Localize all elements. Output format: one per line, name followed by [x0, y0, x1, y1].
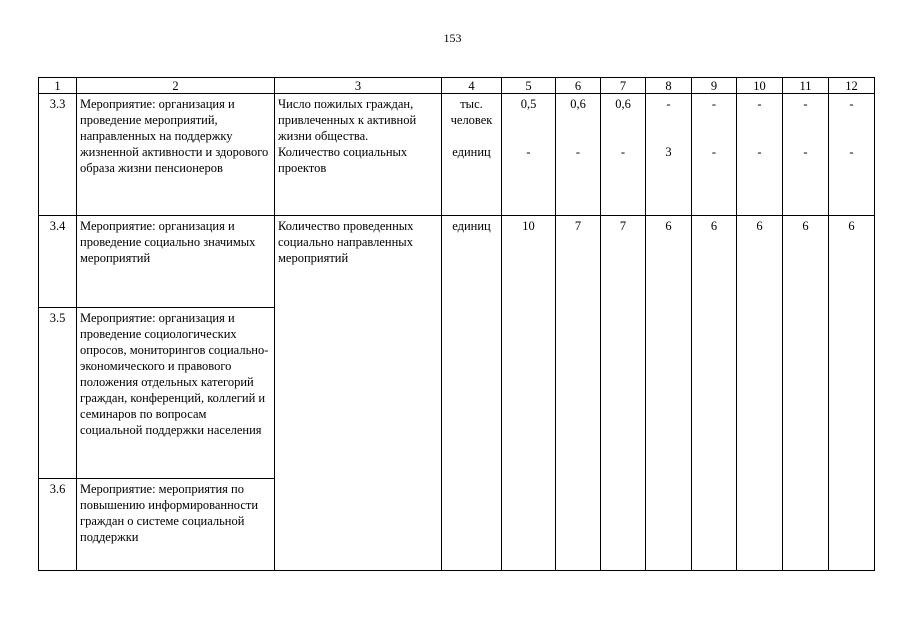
value-cell: 6	[646, 216, 692, 571]
value-cell: 7	[601, 216, 646, 571]
value: -	[620, 145, 626, 159]
header-cell: 9	[692, 78, 737, 94]
activity-cell: Мероприятие: мероприятия по повышению информированности граждан о системе социальной поддержки	[77, 479, 275, 571]
indicator-name: Количество социальных проектов	[278, 145, 408, 175]
header-cell: 5	[502, 78, 556, 94]
value-cell: 7	[556, 216, 601, 571]
value: 0,5	[520, 97, 537, 111]
value: -	[575, 145, 581, 159]
value-cell	[829, 94, 875, 216]
header-row	[39, 78, 875, 94]
table-row	[39, 216, 875, 308]
value-cell: 6	[829, 216, 875, 571]
activity-cell: Мероприятие: организация и проведение социально значимых мероприятий	[77, 216, 275, 308]
value-cell: 10	[502, 216, 556, 571]
header-cell: 2	[77, 78, 275, 94]
value-cell	[646, 94, 692, 216]
value-cell	[737, 94, 783, 216]
header-cell: 8	[646, 78, 692, 94]
header-cell: 7	[601, 78, 646, 94]
unit-cell	[442, 94, 502, 216]
indicator-cell: Количество проведенных социально направленных мероприятий	[275, 216, 442, 571]
value: 0,6	[570, 97, 586, 111]
header-cell: 3	[275, 78, 442, 94]
value: -	[849, 97, 854, 111]
indicator-name: Число пожилых граждан, привлеченных к активной жизни общества.	[278, 97, 417, 143]
value-cell: 6	[737, 216, 783, 571]
row-number: 3.6	[39, 479, 77, 571]
value: -	[803, 97, 808, 111]
value: -	[711, 97, 717, 111]
value: -	[757, 145, 762, 159]
value: -	[803, 145, 808, 159]
header-cell: 12	[829, 78, 875, 94]
header-cell: 6	[556, 78, 601, 94]
value: -	[526, 145, 531, 159]
value-cell	[556, 94, 601, 216]
header-cell: 11	[783, 78, 829, 94]
value: -	[711, 145, 717, 159]
unit-cell: единиц	[442, 216, 502, 571]
value-cell: 6	[783, 216, 829, 571]
value-cell	[502, 94, 556, 216]
value: -	[849, 145, 854, 159]
value: -	[757, 97, 762, 111]
unit-label: единиц	[452, 145, 491, 159]
value-cell	[692, 94, 737, 216]
header-cell: 4	[442, 78, 502, 94]
header-cell: 10	[737, 78, 783, 94]
value: -	[666, 97, 671, 111]
header-cell: 1	[39, 78, 77, 94]
indicator-cell	[275, 94, 442, 216]
page-number: 153	[443, 31, 462, 45]
row-number: 3.5	[39, 308, 77, 479]
indicators-table	[38, 77, 875, 571]
unit-label: тыс. человек	[450, 97, 493, 127]
activity-cell: Мероприятие: организация и проведение мероприятий, направленных на поддержку жизненной активности и здорового образа жизни пенсионеров	[77, 94, 275, 216]
table-row	[39, 94, 875, 216]
value-cell: 6	[692, 216, 737, 571]
row-number: 3.4	[39, 216, 77, 308]
value-cell	[601, 94, 646, 216]
row-number: 3.3	[39, 94, 77, 216]
value: 3	[665, 145, 672, 159]
value: 0,6	[615, 97, 631, 111]
value-cell	[783, 94, 829, 216]
activity-cell: Мероприятие: организация и проведение социологических опросов, мониторингов социально-экономического и правового положения отдельных категорий граждан, конференций, коллегий и семинаров по вопросам социальной поддержки населения	[77, 308, 275, 479]
